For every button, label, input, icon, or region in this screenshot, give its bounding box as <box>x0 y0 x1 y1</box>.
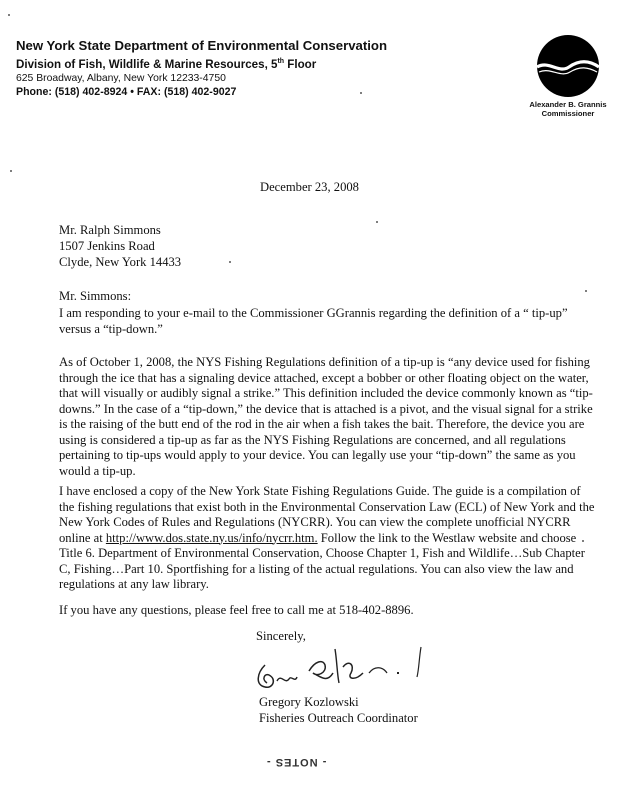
division-name: Division of Fish, Wildlife & Marine Resources, 5 <box>16 57 278 71</box>
nycrr-link[interactable]: http://www.dos.state.ny.us/info/nycrr.htm. <box>105 530 318 545</box>
body-paragraph-2: As of October 1, 2008, the NYS Fishing Regulations definition of a tip-up is “any device used for fishing through the ice that has a signaling device attached, except a bobber or other floating object on the water, that will visually or audibly signal a strike.” This definition included the device commonly known as “tip-downs.” In the case of a “tip-down,” the device that is attached is a pivot, and the visual signal for a strike is the raising of the butt end of the rod in the air when a fish takes the bait. Therefore, the device you are using is considered a tip-up as far as the NYS Fishing Regulations are concerned, and all regulations pertaining to tip-ups would apply to your device. You can legally use your “tip-down” the same as you would a tip-up. <box>59 355 593 478</box>
bleed-through-text: - NOTES - <box>266 756 327 768</box>
scan-speck <box>229 261 231 263</box>
signer-name: Gregory Kozlowski <box>259 695 359 709</box>
body-paragraph-3 <box>59 484 599 593</box>
letterhead-phone-fax: Phone: (518) 402-8924 • FAX: (518) 402-9027 <box>16 85 237 98</box>
body-paragraph-1: I am responding to your e-mail to the Commissioner GGrannis regarding the definition of a “ tip-up” versus a “tip-down.” <box>59 306 568 336</box>
handwritten-signature <box>251 643 431 695</box>
scan-speck <box>8 14 10 16</box>
scan-speck <box>10 170 12 172</box>
recipient-line: Clyde, New York 14433 <box>59 254 182 269</box>
dec-logo-icon <box>533 34 603 98</box>
commissioner-name: Alexander B. Grannis <box>529 100 607 109</box>
scan-speck <box>376 221 378 223</box>
recipient-line: 1507 Jenkins Road <box>59 238 155 253</box>
letter-date: December 23, 2008 <box>260 180 359 194</box>
organization-name: New York State Department of Environmental Conservation <box>16 38 388 53</box>
signer-title: Fisheries Outreach Coordinator <box>259 711 418 725</box>
recipient-address <box>59 223 181 270</box>
paragraph-3-text: I have enclosed a copy of the New York State Fishing Regulations Guide. The guide is a compilation of the fishing regulations that exist both in the Environmental Conservation Law (ECL) of New York and the New York Codes of Rules and Regulations (NYCRR). You can view the complete unofficial NYCRR online at <box>59 484 595 545</box>
scan-speck <box>360 92 362 94</box>
body-paragraph-4: If you have any questions, please feel free to call me at 518-402-8896. <box>59 603 414 617</box>
letterhead-address: 625 Broadway, Albany, New York 12233-4750 <box>16 72 226 84</box>
division-suffix: Floor <box>284 57 317 71</box>
letterhead <box>16 38 486 99</box>
dec-logo-block <box>522 34 614 118</box>
salutation: Mr. Simmons: <box>59 289 132 303</box>
division-superscript: th <box>277 58 285 65</box>
scan-speck <box>585 290 587 292</box>
paragraph-3-text-cont: Follow the link to the Westlaw website and choose Title 6. Department of Environmental Conservation, Choose Chapter 1, Fish and Wildlife…Sub Chapter C, Fishing…Part 10. Sportfishing for a listing of the actual regulations. You can also view the law and regulations at any law library. <box>59 530 585 591</box>
division-line <box>16 54 486 72</box>
recipient-line: Mr. Ralph Simmons <box>59 223 161 237</box>
commissioner-title: Commissioner <box>541 109 595 118</box>
closing: Sincerely, <box>256 629 306 643</box>
scan-speck <box>582 540 584 542</box>
